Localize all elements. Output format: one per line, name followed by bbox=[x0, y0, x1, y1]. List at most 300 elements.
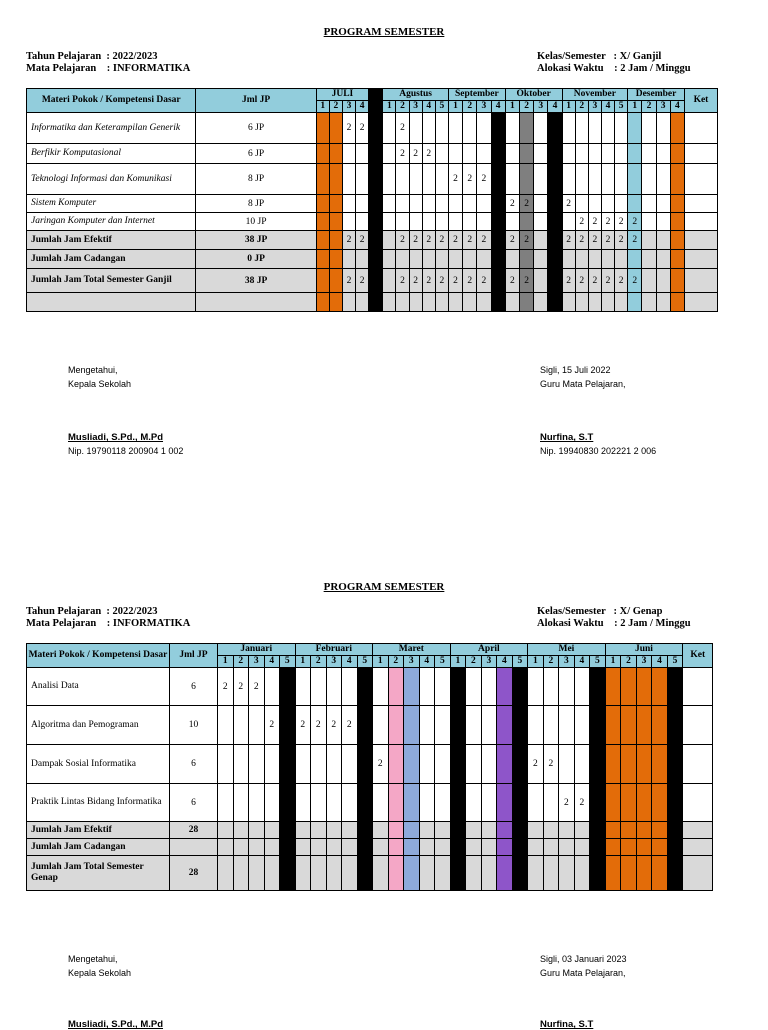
week-cell bbox=[588, 164, 601, 195]
week-cell bbox=[419, 706, 435, 745]
week-cell bbox=[466, 745, 482, 784]
week-cell bbox=[652, 706, 668, 745]
week-cell bbox=[670, 144, 684, 164]
week-cell bbox=[435, 856, 451, 891]
week-cell bbox=[574, 706, 590, 745]
week-cell bbox=[466, 668, 482, 706]
week-cell bbox=[264, 822, 280, 839]
week-cell bbox=[450, 706, 466, 745]
week-cell bbox=[534, 250, 548, 269]
week-cell bbox=[670, 231, 684, 250]
week-cell: 2 bbox=[435, 231, 448, 250]
week-cell: 2 bbox=[435, 269, 448, 293]
col-jp-header: Jml JP bbox=[170, 644, 218, 668]
week-cell bbox=[505, 293, 519, 312]
week-cell bbox=[249, 706, 265, 745]
col-ket-header: Ket bbox=[683, 644, 713, 668]
week-cell: 2 bbox=[575, 213, 588, 231]
week-cell bbox=[329, 231, 342, 250]
week-cell: 2 bbox=[477, 231, 491, 250]
week-cell bbox=[218, 706, 234, 745]
ket-cell bbox=[684, 213, 717, 231]
week-header: 1 bbox=[448, 101, 462, 113]
week-cell bbox=[249, 822, 265, 839]
week-header: 1 bbox=[218, 656, 234, 668]
col-materi-header: Materi Pokok / Kompetensi Dasar bbox=[27, 89, 196, 113]
week-cell bbox=[249, 745, 265, 784]
week-cell: 2 bbox=[311, 706, 327, 745]
page-title-genap: PROGRAM SEMESTER bbox=[323, 581, 445, 593]
week-cell bbox=[356, 195, 369, 213]
alokasi-waktu-genap: Alokasi Waktu : 2 Jam / Minggu bbox=[537, 618, 691, 629]
week-cell bbox=[534, 195, 548, 213]
week-cell bbox=[652, 839, 668, 856]
week-header: 2 bbox=[396, 101, 409, 113]
month-header: Agustus bbox=[383, 89, 449, 101]
row-jp: 10 JP bbox=[196, 213, 316, 231]
sign-left-role: Kepala Sekolah bbox=[68, 379, 132, 389]
week-cell bbox=[559, 839, 575, 856]
week-cell bbox=[280, 706, 296, 745]
row-jp: 8 JP bbox=[196, 195, 316, 213]
week-header: 1 bbox=[628, 101, 642, 113]
row-materi: Jumlah Jam Efektif bbox=[27, 231, 196, 250]
week-cell bbox=[670, 195, 684, 213]
week-cell bbox=[218, 839, 234, 856]
week-cell: 2 bbox=[590, 784, 606, 822]
week-header: 2 bbox=[233, 656, 249, 668]
week-cell bbox=[491, 250, 505, 269]
week-cell bbox=[357, 822, 373, 839]
week-cell: 2 bbox=[562, 269, 575, 293]
week-cell bbox=[667, 822, 683, 839]
week-cell: 2 bbox=[491, 269, 505, 293]
week-cell bbox=[383, 195, 396, 213]
week-cell bbox=[448, 113, 462, 144]
sign-right-name-genap: Nurfina, S.T bbox=[540, 1019, 594, 1030]
table-row bbox=[27, 195, 718, 213]
week-cell bbox=[528, 668, 544, 706]
week-cell bbox=[373, 668, 389, 706]
week-header: 1 bbox=[295, 656, 311, 668]
week-cell bbox=[448, 213, 462, 231]
week-cell bbox=[357, 745, 373, 784]
sign-left-nip: Nip. 19790118 200904 1 002 bbox=[68, 446, 184, 456]
week-cell bbox=[233, 745, 249, 784]
week-cell bbox=[548, 213, 562, 231]
week-cell bbox=[575, 293, 588, 312]
week-cell bbox=[280, 839, 296, 856]
row-materi: Jumlah Jam Total Semester Genap bbox=[27, 856, 170, 891]
week-cell bbox=[605, 784, 621, 822]
week-cell: 2 bbox=[615, 213, 628, 231]
row-jp: 8 JP bbox=[196, 164, 316, 195]
col-jp-header: Jml JP bbox=[196, 89, 316, 113]
week-cell bbox=[463, 195, 477, 213]
week-cell bbox=[497, 668, 513, 706]
week-cell bbox=[588, 144, 601, 164]
holiday-cell bbox=[369, 195, 383, 213]
table-row bbox=[27, 144, 718, 164]
week-cell bbox=[329, 195, 342, 213]
week-cell bbox=[477, 293, 491, 312]
week-cell bbox=[311, 822, 327, 839]
week-cell bbox=[295, 839, 311, 856]
week-cell: 2 bbox=[601, 213, 614, 231]
week-header: 4 bbox=[670, 101, 684, 113]
week-header: 1 bbox=[562, 101, 575, 113]
week-cell bbox=[575, 195, 588, 213]
week-cell bbox=[342, 856, 358, 891]
week-cell bbox=[477, 195, 491, 213]
week-cell bbox=[448, 293, 462, 312]
week-cell bbox=[316, 269, 329, 293]
week-cell: 2 bbox=[615, 231, 628, 250]
week-cell bbox=[652, 856, 668, 891]
week-header: 5 bbox=[435, 656, 451, 668]
row-jp: 28 bbox=[170, 822, 218, 839]
week-header: 5 bbox=[667, 656, 683, 668]
week-cell bbox=[548, 144, 562, 164]
week-cell bbox=[656, 213, 670, 231]
week-cell bbox=[388, 784, 404, 822]
week-header: 4 bbox=[356, 101, 369, 113]
week-cell: 2 bbox=[342, 231, 355, 250]
week-cell bbox=[543, 784, 559, 822]
week-header: 2 bbox=[575, 101, 588, 113]
week-cell bbox=[636, 822, 652, 839]
week-cell bbox=[450, 839, 466, 856]
week-header: 4 bbox=[491, 101, 505, 113]
kelas-semester-genap: Kelas/Semester : X/ Genap bbox=[537, 606, 663, 617]
week-cell bbox=[562, 213, 575, 231]
week-cell bbox=[264, 856, 280, 891]
ket-cell bbox=[684, 269, 717, 293]
week-cell: 2 bbox=[491, 231, 505, 250]
week-cell bbox=[559, 668, 575, 706]
week-header: 3 bbox=[534, 101, 548, 113]
month-header: Desember bbox=[628, 89, 685, 101]
week-cell bbox=[448, 144, 462, 164]
row-jp: 0 JP bbox=[196, 250, 316, 269]
alokasi-waktu: Alokasi Waktu : 2 Jam / Minggu bbox=[537, 63, 691, 74]
week-cell bbox=[342, 822, 358, 839]
week-cell: 2 bbox=[422, 144, 435, 164]
week-cell bbox=[636, 745, 652, 784]
week-cell bbox=[356, 164, 369, 195]
week-cell: 2 bbox=[422, 231, 435, 250]
week-cell bbox=[601, 164, 614, 195]
week-cell bbox=[590, 745, 606, 784]
week-cell bbox=[357, 784, 373, 822]
week-header: 3 bbox=[559, 656, 575, 668]
week-cell bbox=[450, 745, 466, 784]
week-cell bbox=[628, 164, 642, 195]
program-table-ganjil bbox=[26, 88, 718, 312]
week-cell bbox=[409, 293, 422, 312]
week-cell bbox=[435, 668, 451, 706]
week-cell bbox=[396, 293, 409, 312]
table-row bbox=[27, 164, 718, 195]
week-cell bbox=[280, 668, 296, 706]
summary-row bbox=[27, 293, 718, 312]
week-cell bbox=[383, 231, 396, 250]
week-cell bbox=[670, 250, 684, 269]
week-cell bbox=[419, 856, 435, 891]
week-cell bbox=[543, 706, 559, 745]
week-cell bbox=[481, 706, 497, 745]
week-cell bbox=[512, 745, 528, 784]
week-cell: 2 bbox=[505, 195, 519, 213]
week-cell bbox=[329, 250, 342, 269]
week-cell bbox=[383, 213, 396, 231]
week-cell bbox=[562, 144, 575, 164]
week-cell bbox=[559, 856, 575, 891]
week-cell bbox=[477, 113, 491, 144]
week-cell bbox=[512, 822, 528, 839]
week-cell bbox=[548, 113, 562, 144]
month-header: September bbox=[448, 89, 505, 101]
week-cell: 2 bbox=[519, 269, 533, 293]
week-cell bbox=[621, 839, 637, 856]
ket-cell bbox=[683, 706, 713, 745]
week-cell bbox=[233, 784, 249, 822]
week-header: 1 bbox=[605, 656, 621, 668]
week-cell: 2 bbox=[342, 269, 355, 293]
week-cell bbox=[342, 195, 355, 213]
week-cell bbox=[481, 822, 497, 839]
summary-row bbox=[27, 839, 713, 856]
week-cell bbox=[481, 839, 497, 856]
week-header: 3 bbox=[409, 101, 422, 113]
week-cell bbox=[642, 250, 656, 269]
week-cell bbox=[329, 144, 342, 164]
week-cell: 2 bbox=[574, 784, 590, 822]
week-cell bbox=[422, 195, 435, 213]
week-cell bbox=[559, 822, 575, 839]
week-cell bbox=[463, 293, 477, 312]
week-cell bbox=[477, 213, 491, 231]
week-cell: 2 bbox=[588, 231, 601, 250]
week-cell bbox=[642, 231, 656, 250]
month-header: Februari bbox=[295, 644, 373, 656]
week-cell bbox=[409, 113, 422, 144]
week-cell bbox=[601, 250, 614, 269]
week-cell bbox=[218, 856, 234, 891]
week-cell bbox=[463, 250, 477, 269]
week-header: 2 bbox=[463, 101, 477, 113]
week-cell bbox=[342, 293, 355, 312]
week-cell bbox=[621, 745, 637, 784]
summary-row bbox=[27, 269, 718, 293]
week-cell bbox=[422, 164, 435, 195]
row-materi: Jumlah Jam Efektif bbox=[27, 822, 170, 839]
month-header: November bbox=[562, 89, 628, 101]
week-cell bbox=[435, 745, 451, 784]
week-cell bbox=[670, 113, 684, 144]
week-header: 4 bbox=[652, 656, 668, 668]
week-cell bbox=[435, 164, 448, 195]
sign-right-role: Guru Mata Pelajaran, bbox=[540, 379, 626, 389]
week-cell: 2 bbox=[505, 269, 519, 293]
week-cell bbox=[656, 250, 670, 269]
week-cell bbox=[636, 668, 652, 706]
row-materi: Jumlah Jam Cadangan bbox=[27, 250, 196, 269]
holiday-cell bbox=[369, 213, 383, 231]
row-materi: Jumlah Jam Total Semester Ganjil bbox=[27, 269, 196, 293]
week-cell: 2 bbox=[575, 231, 588, 250]
week-header: 2 bbox=[621, 656, 637, 668]
ket-cell bbox=[683, 856, 713, 891]
week-cell bbox=[477, 250, 491, 269]
row-jp: 28 bbox=[170, 856, 218, 891]
week-cell bbox=[588, 195, 601, 213]
week-cell bbox=[636, 706, 652, 745]
week-cell bbox=[667, 839, 683, 856]
week-cell: 2 bbox=[409, 144, 422, 164]
week-cell bbox=[356, 144, 369, 164]
row-jp: 10 bbox=[170, 706, 218, 745]
ket-cell bbox=[683, 822, 713, 839]
summary-row bbox=[27, 250, 718, 269]
week-header: 1 bbox=[316, 101, 329, 113]
row-materi: Jaringan Komputer dan Internet bbox=[27, 213, 196, 231]
week-cell bbox=[329, 113, 342, 144]
week-cell bbox=[519, 250, 533, 269]
week-cell bbox=[605, 856, 621, 891]
week-cell bbox=[601, 195, 614, 213]
week-cell bbox=[642, 293, 656, 312]
week-header: 1 bbox=[373, 656, 389, 668]
week-cell bbox=[435, 195, 448, 213]
week-cell bbox=[466, 822, 482, 839]
week-cell: 2 bbox=[326, 706, 342, 745]
week-cell bbox=[562, 113, 575, 144]
week-cell bbox=[534, 164, 548, 195]
week-cell bbox=[463, 144, 477, 164]
week-cell bbox=[422, 293, 435, 312]
week-cell bbox=[295, 745, 311, 784]
week-cell: 2 bbox=[543, 745, 559, 784]
week-cell: 2 bbox=[396, 231, 409, 250]
week-cell bbox=[497, 745, 513, 784]
week-cell bbox=[409, 213, 422, 231]
week-cell bbox=[233, 839, 249, 856]
week-cell: 2 bbox=[601, 231, 614, 250]
week-cell bbox=[642, 269, 656, 293]
holiday-cell bbox=[369, 250, 383, 269]
row-materi: Berfikir Komputasional bbox=[27, 144, 196, 164]
week-cell bbox=[575, 164, 588, 195]
week-cell bbox=[422, 213, 435, 231]
sign-left-role-genap: Kepala Sekolah bbox=[68, 968, 132, 978]
holiday-cell bbox=[369, 144, 383, 164]
holiday-cell bbox=[369, 293, 383, 312]
week-cell bbox=[435, 250, 448, 269]
week-cell bbox=[264, 784, 280, 822]
week-cell: 2 bbox=[356, 113, 369, 144]
month-header: Januari bbox=[218, 644, 296, 656]
week-cell bbox=[615, 250, 628, 269]
week-cell bbox=[605, 822, 621, 839]
week-cell bbox=[450, 856, 466, 891]
week-cell bbox=[621, 706, 637, 745]
ket-cell bbox=[684, 144, 717, 164]
week-cell bbox=[562, 164, 575, 195]
week-cell: 2 bbox=[491, 164, 505, 195]
week-header: 4 bbox=[419, 656, 435, 668]
week-cell bbox=[575, 113, 588, 144]
week-cell bbox=[466, 706, 482, 745]
row-jp: 38 JP bbox=[196, 231, 316, 250]
table-row bbox=[27, 706, 713, 745]
week-cell bbox=[404, 706, 420, 745]
week-cell bbox=[642, 213, 656, 231]
week-cell bbox=[481, 668, 497, 706]
week-cell bbox=[264, 745, 280, 784]
week-cell: 2 bbox=[356, 269, 369, 293]
week-cell bbox=[652, 745, 668, 784]
week-cell bbox=[656, 164, 670, 195]
week-header: 2 bbox=[329, 101, 342, 113]
week-cell bbox=[512, 856, 528, 891]
week-cell bbox=[326, 839, 342, 856]
week-cell bbox=[588, 250, 601, 269]
week-cell bbox=[652, 822, 668, 839]
week-cell bbox=[342, 250, 355, 269]
week-cell bbox=[448, 195, 462, 213]
row-jp: 38 JP bbox=[196, 269, 316, 293]
week-cell bbox=[590, 839, 606, 856]
week-cell bbox=[311, 668, 327, 706]
week-cell bbox=[404, 784, 420, 822]
month-header: JULI bbox=[316, 89, 368, 101]
week-cell bbox=[280, 822, 296, 839]
week-header: 2 bbox=[388, 656, 404, 668]
week-header: 3 bbox=[636, 656, 652, 668]
tahun-pelajaran-genap: Tahun Pelajaran : 2022/2023 bbox=[26, 606, 158, 617]
week-header: 3 bbox=[342, 101, 355, 113]
week-cell bbox=[497, 784, 513, 822]
week-cell bbox=[280, 745, 296, 784]
week-cell bbox=[383, 250, 396, 269]
week-cell bbox=[419, 822, 435, 839]
week-cell bbox=[450, 784, 466, 822]
week-cell bbox=[233, 706, 249, 745]
week-cell bbox=[218, 784, 234, 822]
week-cell bbox=[512, 839, 528, 856]
week-cell bbox=[548, 293, 562, 312]
week-cell bbox=[373, 822, 389, 839]
row-materi: Jumlah Jam Cadangan bbox=[27, 839, 170, 856]
row-materi bbox=[27, 293, 196, 312]
tahun-pelajaran: Tahun Pelajaran : 2022/2023 bbox=[26, 51, 158, 62]
week-cell bbox=[342, 213, 355, 231]
week-cell bbox=[316, 164, 329, 195]
week-cell bbox=[233, 856, 249, 891]
week-header: 5 bbox=[357, 656, 373, 668]
row-materi: Teknologi Informasi dan Komunikasi bbox=[27, 164, 196, 195]
week-header: 2 bbox=[642, 101, 656, 113]
week-cell bbox=[422, 113, 435, 144]
week-cell bbox=[316, 195, 329, 213]
week-cell: 2 bbox=[477, 269, 491, 293]
week-cell: 2 bbox=[519, 231, 533, 250]
week-cell bbox=[373, 706, 389, 745]
week-cell: 2 bbox=[396, 113, 409, 144]
week-cell bbox=[543, 822, 559, 839]
week-cell bbox=[383, 269, 396, 293]
